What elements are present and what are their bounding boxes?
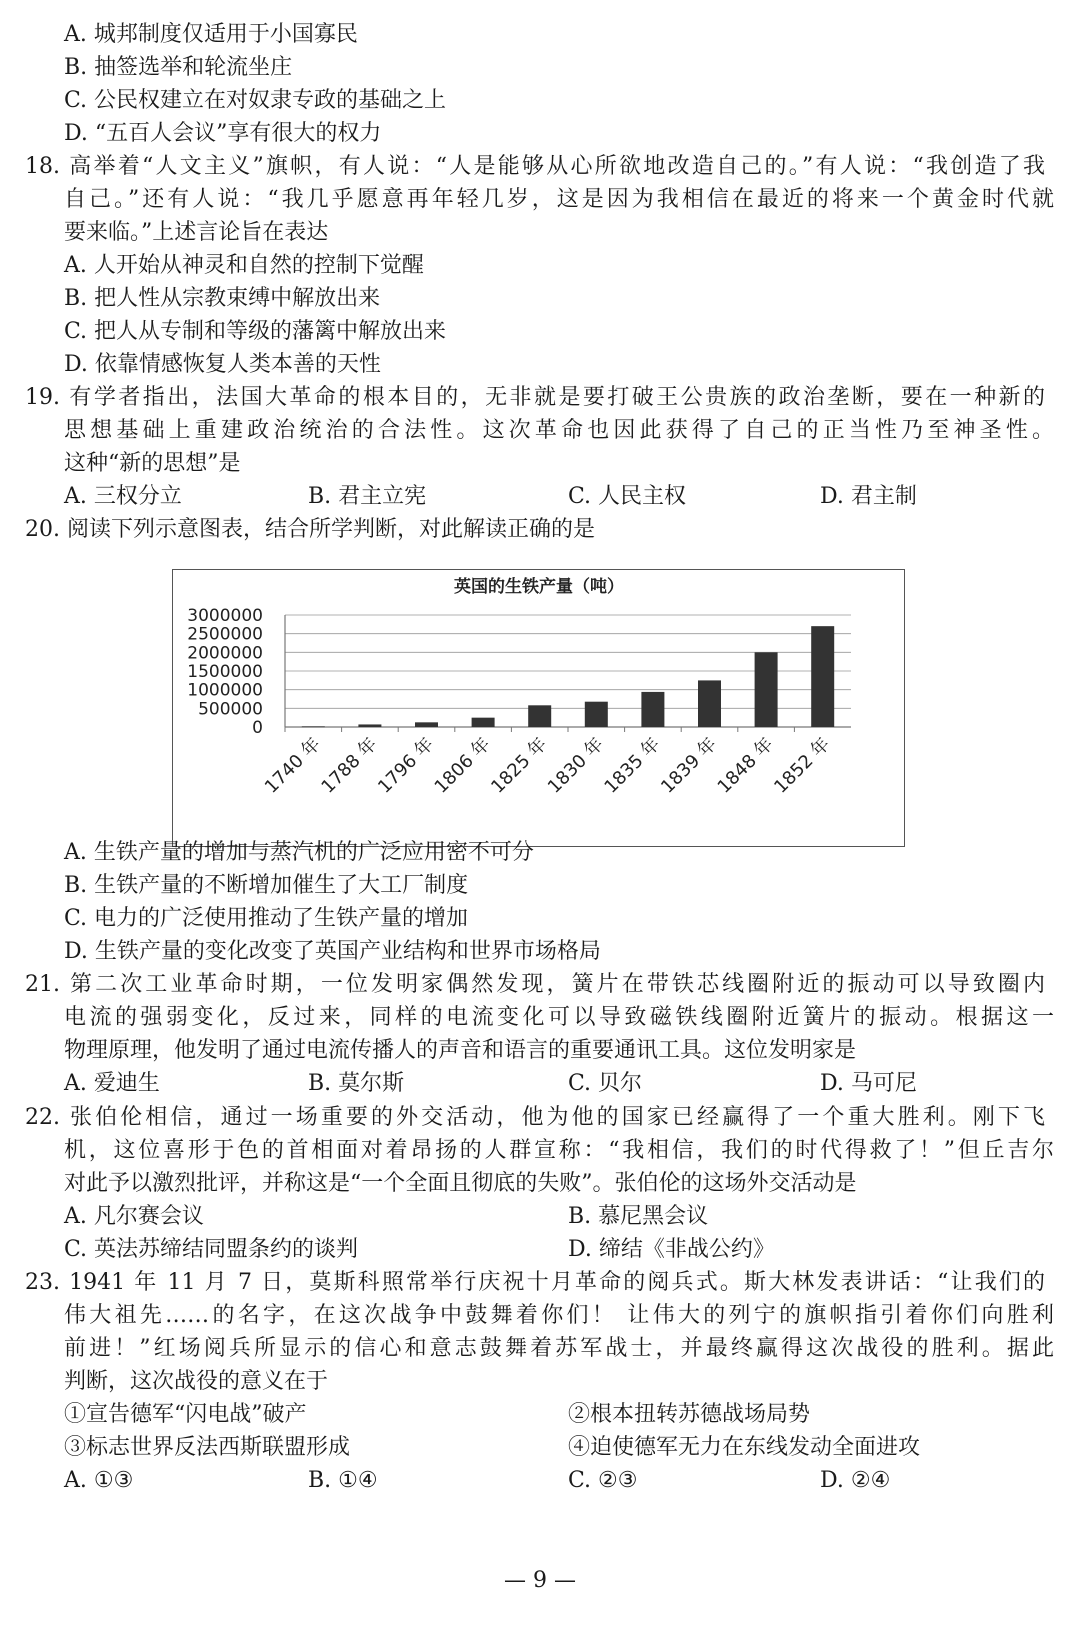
q17-option-a: A. 城邦制度仅适用于小国寡民 bbox=[64, 22, 358, 47]
q18-option-b: B. 把人性从宗教束缚中解放出来 bbox=[64, 286, 381, 311]
chart-y-tick-label: 2000000 bbox=[187, 643, 263, 664]
q23-stem-line-2: 伟大祖先……的名字，在这次战争中鼓舞着你们！ 让伟大的列宁的旗帜指引着你们向胜利 bbox=[64, 1303, 1054, 1328]
chart-bar bbox=[641, 692, 664, 727]
q18-stem-line-2: 自己。”还有人说：“我几乎愿意再年轻几岁，这是因为我相信在最近的将来一个黄金时代就 bbox=[64, 187, 1054, 212]
chart-x-tick-label: 1830 年 bbox=[543, 733, 608, 798]
chart-x-tick-label: 1839 年 bbox=[657, 733, 722, 798]
q21-stem-line-3: 物理原理，他发明了通过电流传播人的声音和语言的重要通讯工具。这位发明家是 bbox=[64, 1038, 857, 1063]
q19-option-b: B. 君主立宪 bbox=[308, 484, 427, 509]
chart-svg bbox=[173, 570, 906, 848]
chart-x-tick-label: 1740 年 bbox=[260, 733, 325, 798]
q23-statement-1: ①宣告德军“闪电战”破产 bbox=[64, 1402, 307, 1427]
chart-x-tick-label: 1806 年 bbox=[430, 733, 495, 798]
chart-bar bbox=[415, 722, 438, 727]
q21-stem-line-1: 21. 第二次工业革命时期，一位发明家偶然发现，簧片在带铁芯线圈附近的振动可以导致圈内 bbox=[25, 972, 1045, 997]
chart-x-tick-label: 1788 年 bbox=[317, 733, 382, 798]
q23-stem-line-1: 23. 1941 年 11 月 7 日，莫斯科照常举行庆祝十月革命的阅兵式。斯大林发表讲话：“让我们的 bbox=[25, 1270, 1045, 1295]
q18-option-a: A. 人开始从神灵和自然的控制下觉醒 bbox=[64, 253, 424, 278]
q21-option-a: A. 爱迪生 bbox=[64, 1071, 160, 1096]
q23-option-d: D. ②④ bbox=[820, 1468, 891, 1493]
q18-option-d: D. 依靠情感恢复人类本善的天性 bbox=[64, 352, 381, 377]
chart-y-tick-label: 500000 bbox=[198, 699, 263, 720]
q22-option-c: C. 英法苏缔结同盟条约的谈判 bbox=[64, 1237, 359, 1262]
q23-option-b: B. ①④ bbox=[308, 1468, 378, 1493]
chart-y-tick-label: 3000000 bbox=[187, 606, 263, 626]
q18-option-c: C. 把人从专制和等级的藩篱中解放出来 bbox=[64, 319, 447, 344]
chart-bar bbox=[585, 702, 608, 727]
chart-bar bbox=[811, 626, 834, 727]
chart-bar bbox=[358, 724, 381, 727]
q17-option-d: D. “五百人会议”享有很大的权力 bbox=[64, 121, 382, 146]
q20-stem: 20. 阅读下列示意图表，结合所学判断，对此解读正确的是 bbox=[25, 517, 595, 542]
q18-stem-line-1: 18. 高举着“人文主义”旗帜，有人说：“人是能够从心所欲地改造自己的。”有人说：“我创造了我 bbox=[25, 154, 1045, 179]
q17-option-b: B. 抽签选举和轮流坐庄 bbox=[64, 55, 293, 80]
q23-option-c: C. ②③ bbox=[568, 1468, 638, 1493]
chart-bar bbox=[698, 680, 721, 727]
chart-y-tick-label: 1000000 bbox=[187, 680, 263, 701]
chart-y-tick-label: 0 bbox=[252, 718, 263, 738]
chart-y-tick-label: 1500000 bbox=[187, 662, 263, 682]
q22-stem-line-2: 机，这位喜形于色的首相面对着昂扬的人群宣称：“我相信，我们的时代得救了！”但丘吉尔 bbox=[64, 1138, 1054, 1163]
q17-option-c: C. 公民权建立在对奴隶专政的基础之上 bbox=[64, 88, 447, 113]
q19-stem-line-2: 思想基础上重建政治统治的合法性。这次革命也因此获得了自己的正当性乃至神圣性。 bbox=[64, 418, 1054, 443]
q19-stem-line-1: 19. 有学者指出，法国大革命的根本目的，无非就是要打破王公贵族的政治垄断，要在一种新的 bbox=[25, 385, 1045, 410]
chart-bar bbox=[472, 718, 495, 727]
chart-x-tick-label: 1825 年 bbox=[487, 733, 552, 798]
q22-stem-line-1: 22. 张伯伦相信，通过一场重要的外交活动，他为他的国家已经赢得了一个重大胜利。刚下飞 bbox=[25, 1105, 1045, 1130]
chart-x-tick-label: 1848 年 bbox=[713, 733, 778, 798]
q22-stem-line-3: 对此予以激烈批评，并称这是“一个全面且彻底的失败”。张伯伦的这场外交活动是 bbox=[64, 1171, 857, 1196]
q19-option-c: C. 人民主权 bbox=[568, 484, 687, 509]
q23-stem-line-3: 前进！”红场阅兵所显示的信心和意志鼓舞着苏军战士，并最终赢得这次战役的胜利。据此 bbox=[64, 1336, 1054, 1361]
q21-stem-line-2: 电流的强弱变化，反过来，同样的电流变化可以导致磁铁线圈附近簧片的振动。根据这一 bbox=[64, 1005, 1054, 1030]
chart-x-tick-label: 1852 年 bbox=[770, 733, 835, 798]
q20-option-a: A. 生铁产量的增加与蒸汽机的广泛应用密不可分 bbox=[64, 840, 534, 865]
q21-option-c: C. 贝尔 bbox=[568, 1071, 643, 1096]
q22-option-a: A. 凡尔赛会议 bbox=[64, 1204, 204, 1229]
q20-option-c: C. 电力的广泛使用推动了生铁产量的增加 bbox=[64, 906, 469, 931]
q23-statement-3: ③标志世界反法西斯联盟形成 bbox=[64, 1435, 351, 1460]
q19-option-a: A. 三权分立 bbox=[64, 484, 182, 509]
chart-x-ticks bbox=[260, 727, 834, 798]
q21-option-d: D. 马可尼 bbox=[820, 1071, 917, 1096]
q23-statement-4: ④迫使德军无力在东线发动全面进攻 bbox=[568, 1435, 921, 1460]
chart-x-tick-label: 1835 年 bbox=[600, 733, 665, 798]
q23-option-a: A. ①③ bbox=[64, 1468, 134, 1493]
q22-option-b: B. 慕尼黑会议 bbox=[568, 1204, 709, 1229]
chart-title: 英国的生铁产量（吨） bbox=[454, 577, 624, 597]
q20-option-d: D. 生铁产量的变化改变了英国产业结构和世界市场格局 bbox=[64, 939, 601, 964]
q19-option-d: D. 君主制 bbox=[820, 484, 917, 509]
chart-bar bbox=[528, 705, 551, 727]
q18-stem-line-3: 要来临。”上述言论旨在表达 bbox=[64, 220, 329, 245]
q23-stem-line-4: 判断，这次战役的意义在于 bbox=[64, 1369, 329, 1394]
chart-y-tick-label: 2500000 bbox=[187, 624, 263, 645]
pig-iron-chart bbox=[172, 569, 905, 847]
chart-x-tick-label: 1796 年 bbox=[374, 733, 439, 798]
chart-y-ticks bbox=[187, 606, 263, 738]
q19-stem-line-3: 这种“新的思想”是 bbox=[64, 451, 241, 476]
q21-option-b: B. 莫尔斯 bbox=[308, 1071, 405, 1096]
chart-bar bbox=[755, 652, 778, 727]
q20-option-b: B. 生铁产量的不断增加催生了大工厂制度 bbox=[64, 873, 469, 898]
q22-option-d: D. 缔结《非战公约》 bbox=[568, 1237, 775, 1262]
chart-bars bbox=[302, 626, 834, 727]
chart-bar bbox=[302, 726, 325, 727]
q23-statement-2: ②根本扭转苏德战场局势 bbox=[568, 1402, 811, 1427]
page-number: — 9 — bbox=[504, 1568, 576, 1593]
